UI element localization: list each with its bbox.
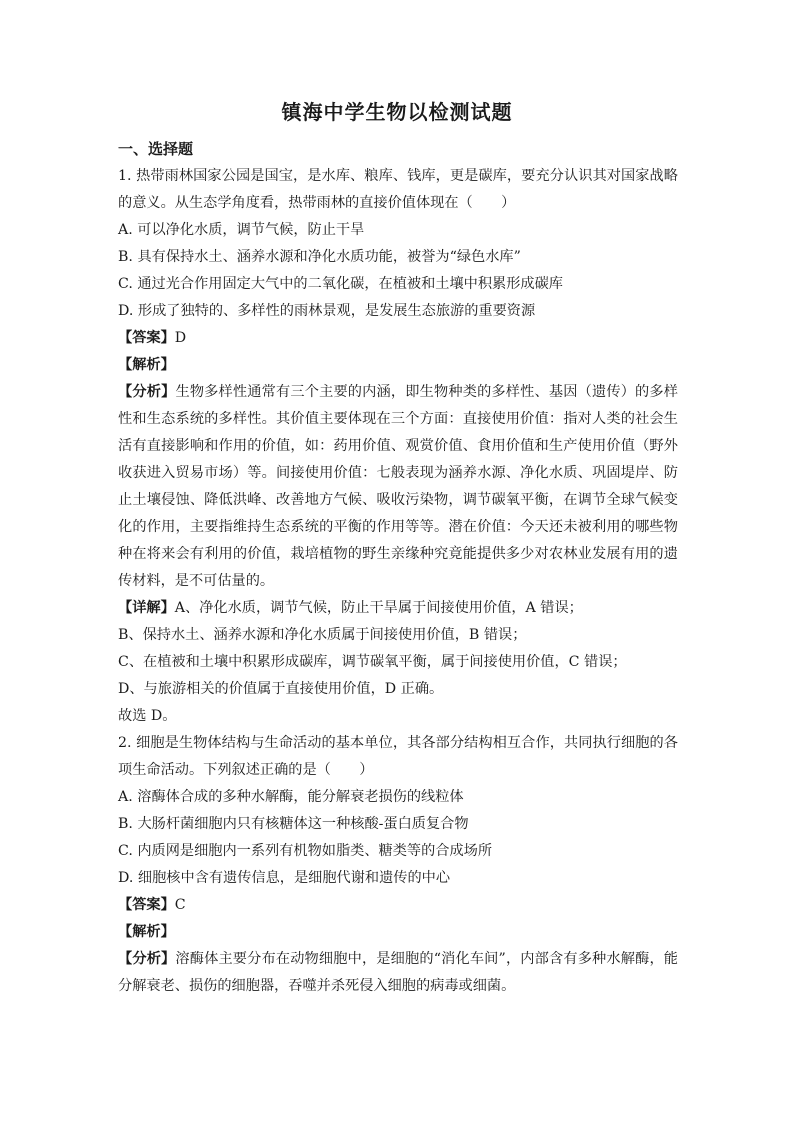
question-1-xiangjie-d: D、与旅游相关的价值属于直接使用价值，D 正确。	[118, 681, 444, 697]
question-1-conclusion: 故选 D。	[118, 708, 177, 724]
question-2-option-a: A. 溶酶体合成的多种水解酶，能分解衰老损伤的线粒体	[118, 789, 464, 805]
fenxi-text: 生物多样性通常有三个主要的内涵，即生物种类的多样性、基因（遗传）的多样性和生态系统的多样性。其价值主要体现在三个方面：直接使用价值：指对人类的社会生活有直接影响和作用的价值，如：药用价值、观赏价值、食用价值和生产使用价值（野外收获进入贸易市场）等。间接使用价值：七般表现为涵养水源、净化水质、巩固堤岸、防止土壤侵蚀、降低洪峰、改善地方气候、吸收污染物，调节碳氧平衡，在调节全球气候变化的作用，主要指维持生态系统的平衡的作用等等。潜在价值：今天还未被利用的哪些物种在将来会有利用的价值，栽培植物的野生亲缘种究竟能提供多少对农林业发展有用的遗传材料，是不可估量的。	[118, 384, 678, 589]
question-1-xiangjie-c: C、在植被和土壤中积累形成碳库，调节碳氧平衡，属于间接使用价值，C 错误；	[118, 654, 627, 670]
question-1-xiangjie-b: B、保持水土、涵养水源和净化水质属于间接使用价值，B 错误；	[118, 627, 527, 643]
question-2-analysis-label: 【解析】	[118, 924, 175, 940]
question-1-analysis-label: 【解析】	[118, 357, 175, 373]
answer-label: 【答案】	[118, 897, 175, 913]
answer-label: 【答案】	[118, 330, 175, 346]
question-1-option-a: A. 可以净化水质，调节气候，防止干旱	[118, 222, 365, 238]
question-1-option-d: D. 形成了独特的、多样性的雨林景观，是发展生态旅游的重要资源	[118, 303, 536, 319]
section-heading: 一、选择题	[118, 140, 194, 158]
question-2-option-d: D. 细胞核中含有遗传信息，是细胞代谢和遗传的中心	[118, 870, 451, 886]
question-2-option-b: B. 大肠杆菌细胞内只有核糖体这一种核酸-蛋白质复合物	[118, 816, 469, 832]
question-1-fenxi	[118, 379, 678, 595]
xiangjie-label: 【详解】	[118, 600, 175, 616]
question-1-xiangjie-a	[118, 595, 678, 622]
answer-value: D	[174, 330, 187, 346]
question-2-stem: 2. 细胞是生物体结构与生命活动的基本单位，其各部分结构相互合作，共同执行细胞的各项生命活动。下列叙述正确的是（ ）	[118, 735, 678, 778]
question-1-stem: 1. 热带雨林国家公园是国宝，是水库、粮库、钱库，更是碳库，要充分认识其对国家战略的意义。从生态学角度看，热带雨林的直接价值体现在（ ）	[118, 168, 678, 211]
question-2-option-c: C. 内质网是细胞内一系列有机物如脂类、糖类等的合成场所	[118, 843, 493, 859]
page-title: 镇海中学生物以检测试题	[281, 100, 513, 124]
question-1-answer	[118, 325, 678, 352]
fenxi-text: 溶酶体主要分布在动物细胞中，是细胞的“消化车间”，内部含有多种水解酶，能分解衰老、损伤的细胞器，吞噬并杀死侵入细胞的病毒或细菌。	[118, 951, 678, 994]
document-body	[118, 136, 678, 1000]
question-2-fenxi	[118, 946, 678, 1000]
fenxi-label: 【分析】	[118, 384, 176, 400]
xiangjie-line: A、净化水质，调节气候，防止干旱属于间接使用价值，A 错误；	[174, 600, 583, 616]
answer-value: C	[174, 897, 186, 913]
question-1-option-c: C. 通过光合作用固定大气中的二氧化碳，在植被和土壤中积累形成碳库	[118, 276, 563, 292]
question-2-answer	[118, 892, 678, 919]
fenxi-label: 【分析】	[118, 951, 176, 967]
question-1-option-b: B. 具有保持水土、涵养水源和净化水质功能，被誉为“绿色水库”	[118, 249, 521, 265]
